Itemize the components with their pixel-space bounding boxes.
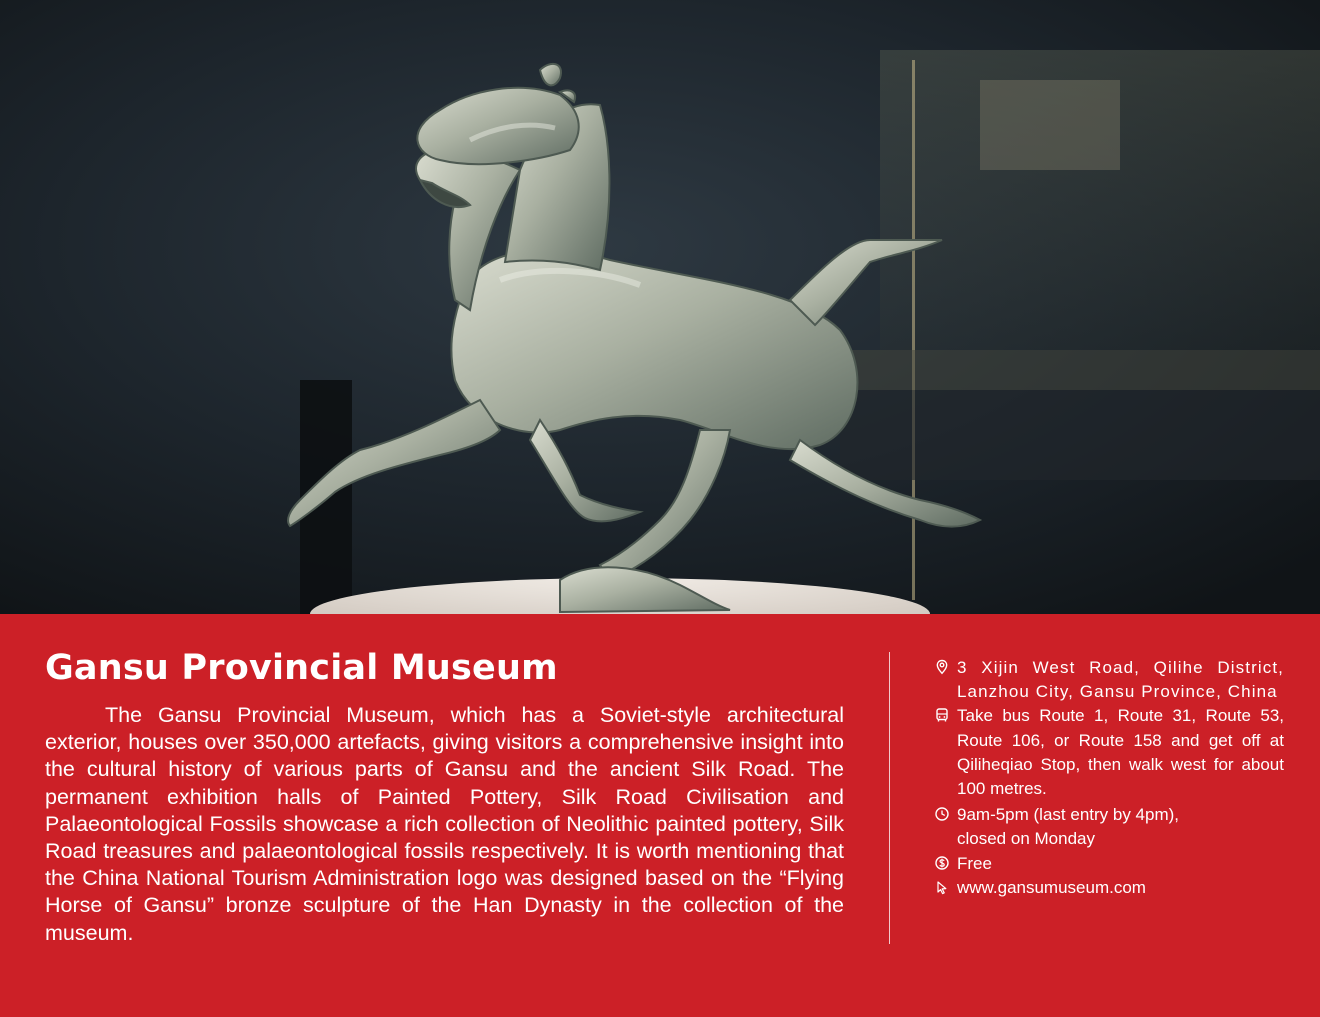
address-row [934,656,1284,704]
transport-text: Take bus Route 1, Route 31, Route 53, Route 106, or Route 158 and get off at Qiliheqiao Stop, then walk west for about 100 metres. [957,706,1284,799]
hours-text: 9am-5pm (last entry by 4pm), closed on Monday [957,805,1180,849]
clock-icon [934,806,950,822]
location-pin-icon [934,659,950,675]
address-text: 3 Xijin West Road, Qilihe District, Lanzhou City, Gansu Province, China [957,658,1284,702]
hours-row [934,803,1284,851]
visitor-info [934,656,1284,900]
museum-title: Gansu Provincial Museum [45,648,558,688]
dollar-icon [934,855,950,871]
column-divider [889,652,890,944]
info-panel [0,614,1320,1017]
website-link[interactable]: www.gansumuseum.com [957,877,1146,897]
website-row[interactable] [934,876,1284,900]
admission-row [934,852,1284,876]
bus-icon [934,707,950,723]
transport-row [934,704,1284,801]
cursor-icon [934,879,950,895]
museum-description: The Gansu Provincial Museum, which has a Soviet-style architectural exterior, houses over 350,000 artefacts, giving visitors a comprehensive insight into the cultural history of various parts of Gansu and the ancient Silk Road. The permanent exhibition halls of Painted Pottery, Silk Road Civilisation and Palaeontological Fossils showcase a rich collection of Neolithic painted pottery, Silk Road treasures and palaeontological fossils respectively. It is worth mentioning that the China National Tourism Administration logo was designed based on the “Flying Horse of Gansu” bronze sculpture of the Han Dynasty in the collection of the museum. [45,703,844,945]
admission-text: Free [957,853,992,873]
